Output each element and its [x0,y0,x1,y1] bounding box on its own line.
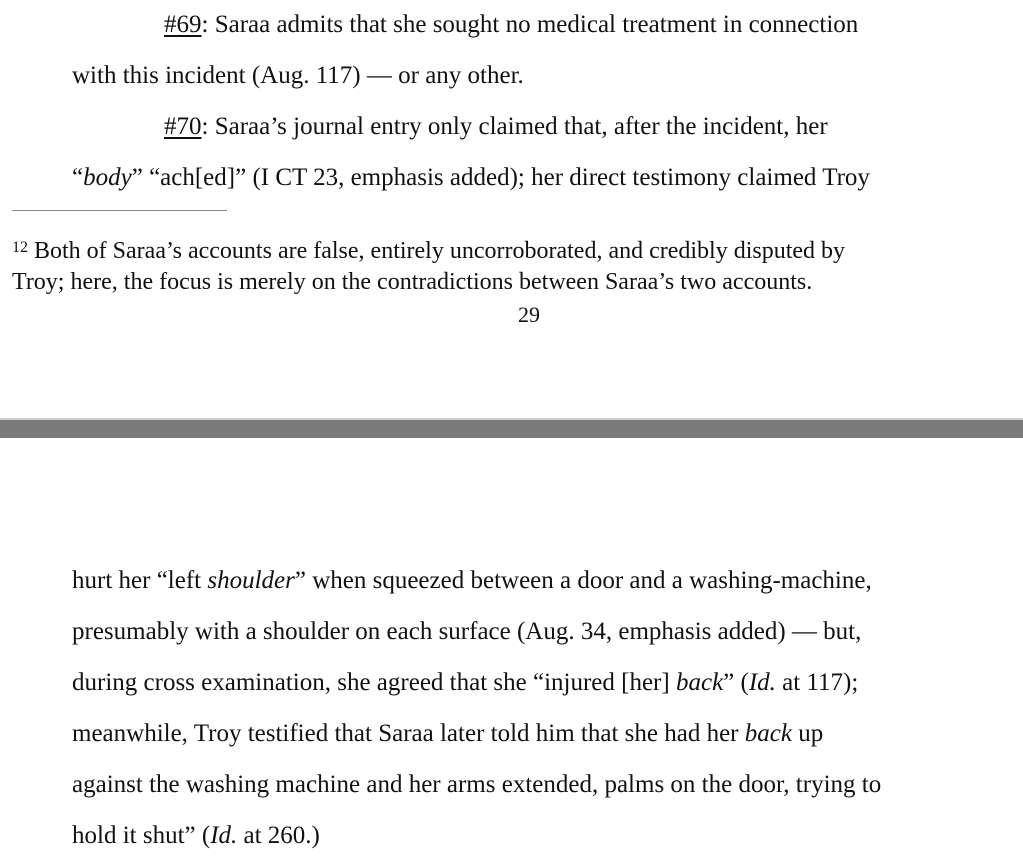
document-page-29 [0,0,1023,418]
paragraph-70-line-2 [72,163,870,193]
paragraph-70-line-1 [164,112,828,142]
text-segment: at 260.) [237,822,320,849]
body-line-1 [72,566,872,596]
text-segment: at 117); [775,669,859,696]
emphasis-shoulder: shoulder [207,567,295,594]
paragraph-70-text: : Saraa’s journal entry only claimed that, after the incident, her [201,113,828,140]
emphasis-body: body [83,164,132,191]
footnote-number: 12 [12,239,28,256]
text-segment: hurt her “left [72,567,208,594]
body-line-2: presumably with a shoulder on each surface (Aug. 34, emphasis added) — but, [72,618,862,645]
body-line-3 [72,668,858,698]
paragraph-69-label: #69 [164,11,202,38]
document-page-30 [0,438,1023,867]
page-separator [0,418,1023,438]
text-segment: hold it shut” ( [72,822,211,849]
text-segment: “ [72,164,84,191]
paragraph-69-line-2: with this incident (Aug. 117) — or any other. [72,62,524,89]
paragraph-69-line-1 [164,10,858,40]
text-segment: up [791,720,824,747]
text-segment: during cross examination, she agreed that she “injured [her] [72,669,676,696]
citation-id: Id. [210,822,238,849]
footnote-text: Both of Saraa’s accounts are false, entirely uncorroborated, and credibly disputed by [28,238,846,264]
text-segment: ” “ach[ed]” (I CT 23, emphasis added); her direct testimony claimed Troy [131,164,870,191]
paragraph-69-text: : Saraa admits that she sought no medical treatment in connection [201,11,859,38]
text-segment: ” ( [723,669,749,696]
body-line-4 [72,719,823,749]
page-number: 29 [518,302,540,327]
body-line-6 [72,821,320,851]
text-segment: ” when squeezed between a door and a washing-machine, [294,567,872,594]
paragraph-70-label: #70 [164,113,202,140]
footnote-12-line-1 [12,233,845,266]
emphasis-back: back [675,669,724,696]
footnote-divider [12,210,227,211]
citation-id: Id. [748,669,776,696]
body-line-5: against the washing machine and her arms extended, palms on the door, trying to [72,771,882,798]
text-segment: meanwhile, Troy testified that Saraa later told him that she had her [72,720,745,747]
emphasis-back: back [744,720,792,747]
footnote-12-line-2: Troy; here, the focus is merely on the contradictions between Saraa’s two accounts. [12,269,813,295]
